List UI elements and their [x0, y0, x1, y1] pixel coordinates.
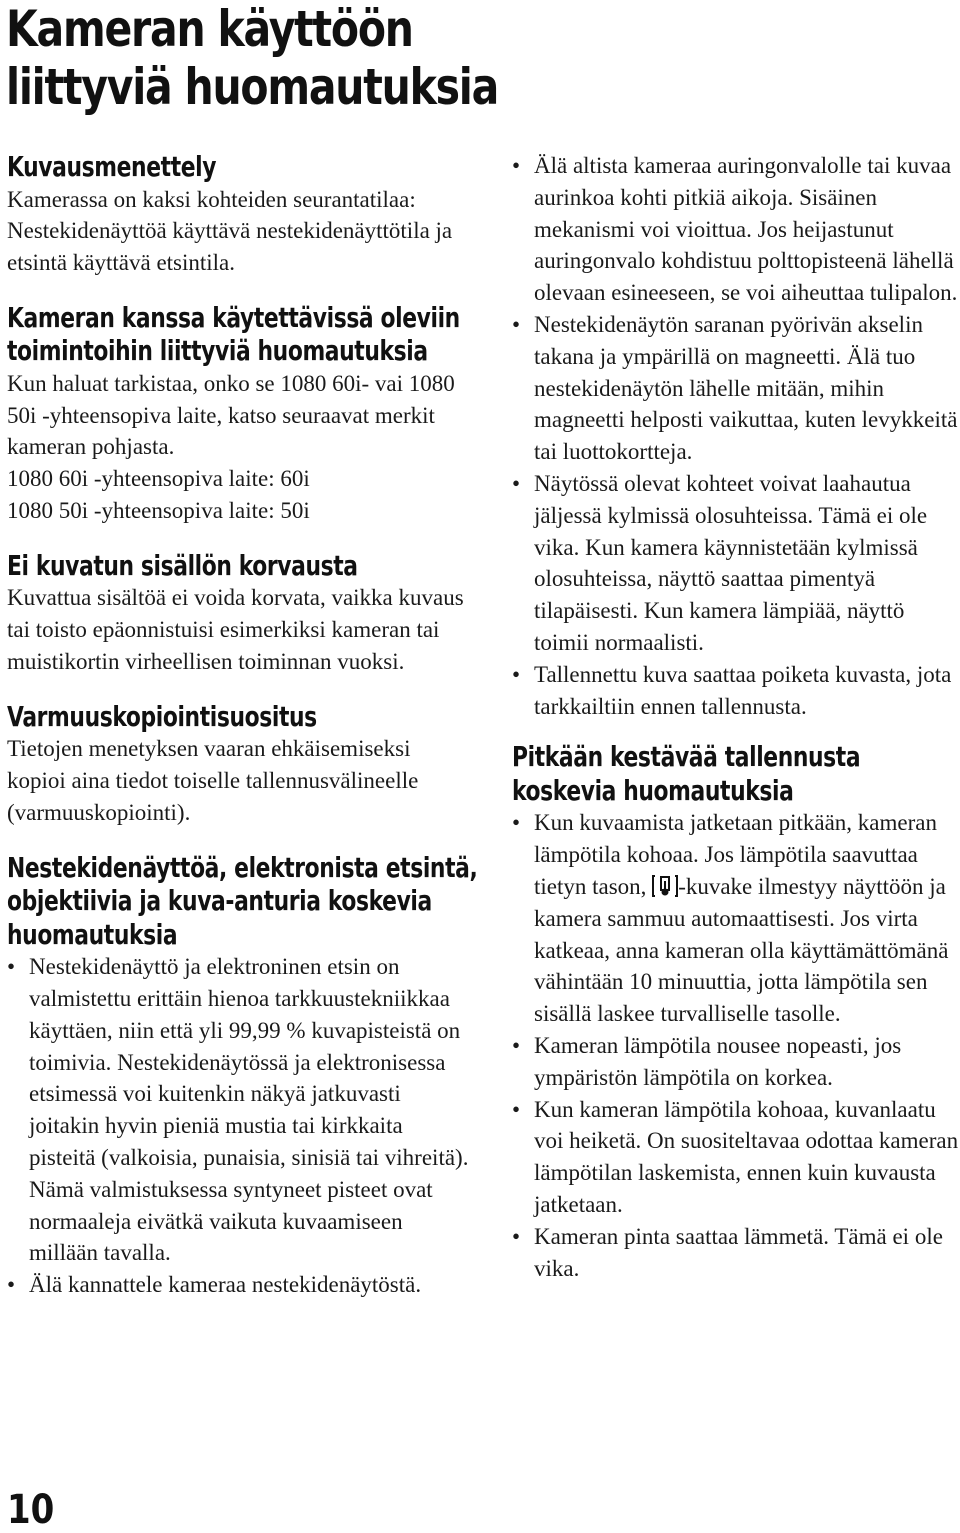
page-number: 10 — [7, 1487, 55, 1533]
section-text-backup: Tietojen menetyksen vaaran ehkäisemiseksi kopioi aina tiedot toiselle tallennusvälineelle (varmuuskopiointi). — [7, 736, 419, 825]
section-heading-recording: Kuvausmenettely — [7, 150, 217, 183]
section-text-recording: Kamerassa on kaksi kohteiden seurantatilaa: Nestekidenäyttöä käyttävä nestekidenäyttötila ja etsintä käyttävä etsintila. — [7, 186, 453, 276]
long-recording-bullet-list — [512, 807, 960, 1284]
general-bullet-list — [512, 150, 960, 722]
section-text-functions: Kun haluat tarkistaa, onko se 1080 60i- vai 1080 50i -yhteensopiva laite, katso seuraavat merkit kameran pohjasta. — [7, 370, 455, 460]
right-column — [512, 150, 960, 1284]
section-heading-functions: Kameran kanssa käytettävissä oleviin toimintoihin liittyviä huomautuksia — [7, 300, 460, 368]
section-text-no-compensation: Kuvattua sisältöä ei voida korvata, vaikka kuvaus tai toisto epäonnistuisi esimerkiksi kameran tai muistikortin virheellisen toiminnan vuoksi. — [7, 585, 464, 674]
list-item: • Kameran lämpötila nousee nopeasti, jos ympäristön lämpötila on korkea. — [512, 1030, 960, 1094]
list-item: • Nestekidenäytön saranan pyörivän akselin takana ja ympärillä on magneetti. Älä tuo nestekidenäytön lähelle mitään, mihin magneetti helposti vaikuttaa, kuten levykkeitä tai luottokortteja. — [512, 309, 960, 468]
section-heading-long-recording: Pitkään kestävää tallennusta koskevia huomautuksia — [512, 740, 861, 807]
list-item: • Kameran pinta saattaa lämmetä. Tämä ei ole vika. — [512, 1221, 960, 1285]
list-item: • Nestekidenäyttö ja elektroninen etsin on valmistettu erittäin hienoa tarkkuustekniikkaa käyttäen, niin että yli 99,99 % kuvapisteistä on toimivia. Nestekidenäytössä ja elektronisessa etsimessä voi kuitenkin näkyä jatkuvasti joitakin hyvin pieniä mustia tai kirkkaita pisteitä (valkoisia, punaisia, sinisiä tai vihreitä). Nämä valmistuksessa syntyneet pisteet ovat normaaleja eivätkä vaikuta kuvaamiseen millään tavalla. — [7, 951, 472, 1269]
list-item: • Älä altista kameraa auringonvalolle tai kuvaa aurinkoa kohti pitkiä aikoja. Sisäinen mekanismi voi vioittua. Jos heijastunut auringonvalo kohdistuu polttopisteenä lähellä olevaan esineeseen, se voi aiheuttaa tulipalon. — [512, 150, 960, 309]
list-item: • Tallennettu kuva saattaa poiketa kuvasta, jota tarkkailtiin ennen tallennusta. — [512, 659, 960, 723]
section-heading-backup: Varmuuskopiointisuositus — [7, 699, 317, 733]
list-item: • Älä kannattele kameraa nestekidenäytöstä. — [7, 1269, 472, 1301]
section-heading-no-compensation: Ei kuvatun sisällön korvausta — [7, 548, 358, 582]
section-heading-lcd: Nestekidenäyttöä, elektronista etsintä, objektiivia ja kuva-anturia koskevia huomautuksia — [7, 850, 478, 951]
temperature-warning-icon — [652, 874, 678, 896]
compat-line-60i: 1080 60i -yhteensopiva laite: 60i — [7, 466, 310, 492]
list-item: • Kun kameran lämpötila kohoaa, kuvanlaatu voi heiketä. On suositeltavaa odottaa kameran lämpötilan laskemista, ennen kuin kuvausta jatketaan. — [512, 1094, 960, 1221]
page-title: Kameran käyttöön liittyviä huomautuksia — [6, 0, 499, 116]
bullet-text-after-icon: -kuvake ilmestyy näyttöön ja kamera sammuu automaattisesti. Jos virta katkeaa, anna kameran olla käyttämättömänä vähintään 10 minuuttia, jotta lämpötila sen sisällä laskee turvalliselle tasolle. — [534, 873, 949, 1027]
compat-line-50i: 1080 50i -yhteensopiva laite: 50i — [7, 498, 310, 524]
list-item: • Näytössä olevat kohteet voivat laahautua jäljessä kylmissä olosuhteissa. Tämä ei ole vika. Kun kamera käynnistetään kylmissä olosuhteissa, näyttö saattaa pimentyä tilapäisesti. Kun kamera lämpiää, näyttö toimii normaalisti. — [512, 468, 960, 659]
lcd-bullet-list — [7, 951, 472, 1301]
left-column — [7, 150, 478, 1301]
list-item — [512, 807, 960, 1030]
bullet-text-before-icon: Kun kuvaamista jatketaan pitkään, kameran lämpötila kohoaa. Jos lämpötila saavuttaa tietyn tason, — [534, 810, 937, 899]
